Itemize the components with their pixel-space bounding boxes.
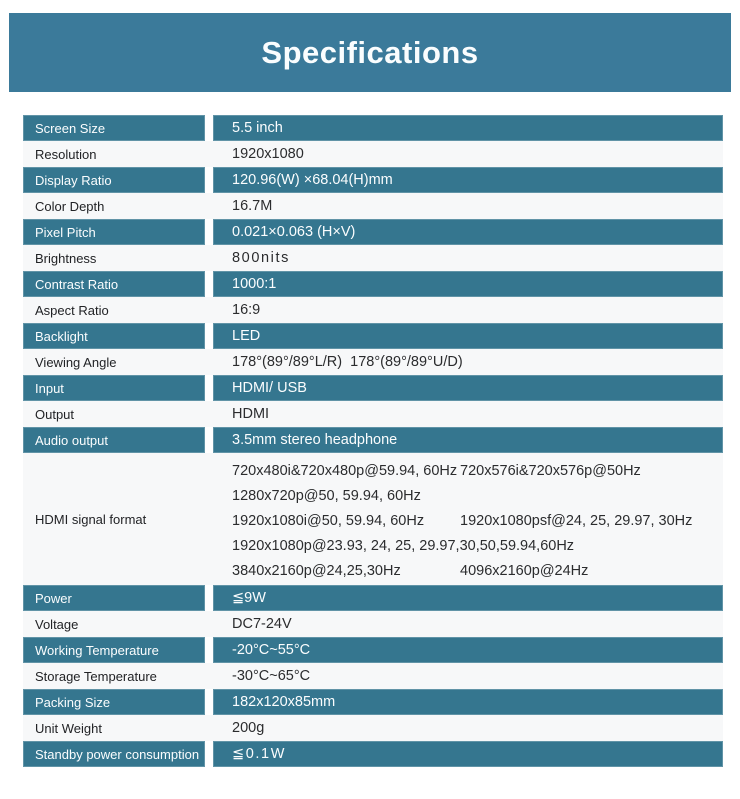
row-resolution [23, 141, 723, 167]
column-gap [205, 167, 213, 193]
row-output [23, 401, 723, 427]
column-gap [205, 585, 213, 611]
spec-table [23, 115, 723, 767]
page-title: Specifications [261, 34, 479, 70]
column-gap [205, 323, 213, 349]
row-display-ratio [23, 167, 723, 193]
spec-value: 178°(89°/89°L/R) 178°(89°/89°U/D) [232, 354, 463, 370]
spec-label: Packing Size [23, 689, 205, 715]
spec-label: Input [23, 375, 205, 401]
row-hdmi-signal-format [23, 453, 723, 585]
spec-value: 0.021×0.063 (H×V) [213, 219, 723, 245]
row-input [23, 375, 723, 401]
column-gap [205, 245, 213, 271]
spec-label: Resolution [35, 146, 97, 162]
spec-label: Color Depth [35, 198, 105, 214]
hdmi-format-item: 720x576i&720x576p@50Hz [460, 462, 641, 479]
hdmi-format-item: 4096x2160p@24Hz [460, 562, 589, 579]
spec-value: HDMI [232, 406, 270, 422]
row-standby-power-consumption [23, 741, 723, 767]
spec-label: Power [23, 585, 205, 611]
row-working-temperature [23, 637, 723, 663]
column-gap [205, 741, 213, 767]
column-gap [205, 637, 213, 663]
hdmi-format-item: 1280x720p@50, 59.94, 60Hz [232, 487, 421, 504]
hdmi-format-line [232, 484, 723, 509]
spec-value: 1920x1080 [232, 146, 304, 162]
hdmi-format-line [232, 459, 723, 484]
hdmi-format-item: 1920x1080i@50, 59.94, 60Hz [232, 512, 425, 529]
hdmi-format-item: 1920x1080p@23.93, 24, 25, 29.97,30,50,59.94,60Hz [232, 537, 575, 554]
hdmi-format-item: 3840x2160p@24,25,30Hz [232, 562, 401, 579]
row-voltage [23, 611, 723, 637]
spec-value: 1000:1 [213, 271, 723, 297]
column-gap [205, 715, 213, 741]
column-gap [205, 453, 213, 585]
spec-label: Audio output [23, 427, 205, 453]
row-color-depth [23, 193, 723, 219]
spec-value: 182x120x85mm [213, 689, 723, 715]
spec-value: ≦9W [213, 585, 723, 611]
spec-value: DC7-24V [232, 616, 292, 632]
spec-label: HDMI signal format [35, 511, 147, 527]
row-pixel-pitch [23, 219, 723, 245]
column-gap [205, 115, 213, 141]
specifications-banner [9, 13, 731, 92]
row-packing-size [23, 689, 723, 715]
column-gap [205, 219, 213, 245]
row-unit-weight [23, 715, 723, 741]
hdmi-format-line [232, 509, 723, 534]
spec-label: Screen Size [23, 115, 205, 141]
spec-label: Unit Weight [35, 720, 102, 736]
row-screen-size [23, 115, 723, 141]
column-gap [205, 611, 213, 637]
spec-label: Output [35, 406, 75, 422]
spec-label: Contrast Ratio [23, 271, 205, 297]
spec-label: Pixel Pitch [23, 219, 205, 245]
spec-value: -30°C~65°C [232, 668, 311, 684]
spec-label: Brightness [35, 250, 97, 266]
spec-label: Voltage [35, 616, 79, 632]
spec-label: Storage Temperature [35, 668, 157, 684]
row-viewing-angle [23, 349, 723, 375]
column-gap [205, 297, 213, 323]
column-gap [205, 663, 213, 689]
spec-label: Viewing Angle [35, 354, 117, 370]
row-brightness [23, 245, 723, 271]
row-storage-temperature [23, 663, 723, 689]
column-gap [205, 349, 213, 375]
hdmi-format-line [232, 559, 723, 584]
spec-value: 16:9 [232, 302, 261, 318]
column-gap [205, 193, 213, 219]
spec-value: 200g [232, 720, 265, 736]
spec-value: 5.5 inch [213, 115, 723, 141]
spec-value: LED [213, 323, 723, 349]
column-gap [205, 689, 213, 715]
column-gap [205, 401, 213, 427]
spec-value: 800nits [232, 250, 290, 266]
hdmi-format-item: 1920x1080psf@24, 25, 29.97, 30Hz [460, 512, 693, 529]
column-gap [205, 375, 213, 401]
spec-value: 16.7M [232, 198, 273, 214]
row-aspect-ratio [23, 297, 723, 323]
row-power [23, 585, 723, 611]
column-gap [205, 427, 213, 453]
spec-label: Aspect Ratio [35, 302, 109, 318]
hdmi-signal-format-list [213, 453, 723, 585]
column-gap [205, 271, 213, 297]
spec-value: 120.96(W) ×68.04(H)mm [213, 167, 723, 193]
column-gap [205, 141, 213, 167]
spec-value: HDMI/ USB [213, 375, 723, 401]
row-backlight [23, 323, 723, 349]
row-audio-output [23, 427, 723, 453]
spec-value: ≦0.1W [213, 741, 723, 767]
spec-label: Display Ratio [23, 167, 205, 193]
hdmi-format-line [232, 534, 723, 559]
row-contrast-ratio [23, 271, 723, 297]
spec-label: Standby power consumption [23, 741, 205, 767]
hdmi-format-item: 720x480i&720x480p@59.94, 60Hz [232, 462, 458, 479]
spec-value: -20°C~55°C [213, 637, 723, 663]
spec-value: 3.5mm stereo headphone [213, 427, 723, 453]
spec-label: Working Temperature [23, 637, 205, 663]
spec-label: Backlight [23, 323, 205, 349]
